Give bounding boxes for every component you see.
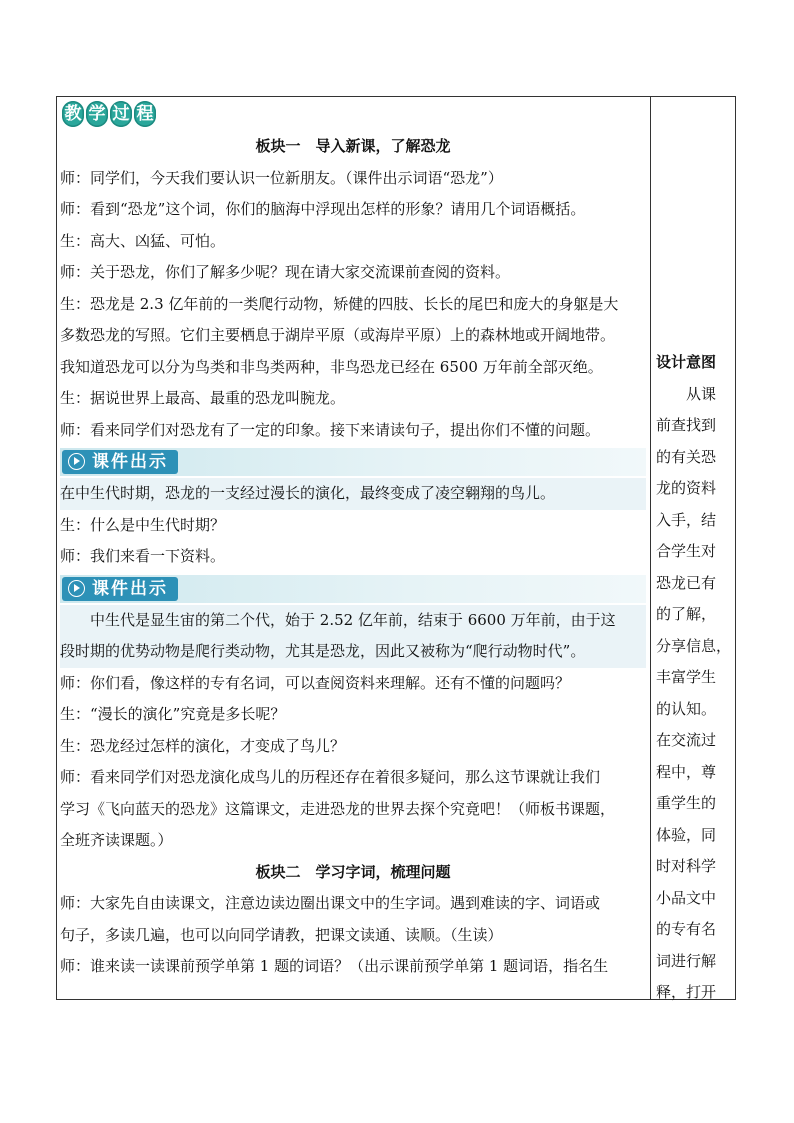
dialogue-line: 师：你们看，像这样的专有名词，可以查阅资料来理解。还有不懂的问题吗？ [60,673,571,692]
design-intent-line: 词进行解 [656,951,717,970]
teaching-process-column [60,101,646,983]
design-intent-line: 分享信息， [656,636,732,655]
design-intent-line: 入手，结 [656,510,717,529]
dialogue-line: 生：“漫长的演化”究竟是多长呢？ [60,705,286,723]
dialogue-line: 师：看到“恐龙”这个词，你们的脑海中浮现出怎样的形象？请用几个词语概括。 [60,200,586,218]
heading-char: 学 [86,101,108,127]
heading-char: 过 [110,101,132,127]
dialogue-line: 生：高大、凶猛、可怕。 [60,231,226,250]
design-intent-line: 小品文中 [656,888,717,907]
design-intent-line: 合学生对 [656,542,717,560]
dialogue-line: 我知道恐龙可以分为鸟类和非鸟类两种，非鸟恐龙已经在 6500 万年前全部灭绝。 [60,357,603,376]
design-intent-line: 的了解， [656,605,717,623]
design-intent-line: 从课 [656,384,717,403]
dialogue-line: 句子，多读几遍，也可以向同学请教，把课文读通、读顺。（生读） [60,925,503,944]
play-icon [68,453,85,470]
design-intent-line: 时对科学 [656,857,717,875]
design-intent-line: 丰富学生 [656,668,717,686]
column-divider [650,96,651,1000]
heading-char: 教 [62,101,84,127]
courseware-tag [62,450,178,474]
design-intent-line: 龙的资料 [656,479,717,497]
courseware-banner [60,575,646,603]
section-title: 板块二 学习字词，梳理问题 [255,862,451,881]
dialogue-line: 师：谁来读一读课前预学单第 1 题的词语？（出示课前预学单第 1 题词语，指名生 [60,957,609,975]
dialogue-line: 全班齐读课题。） [60,831,173,849]
design-intent-line: 程中，尊 [656,762,717,781]
design-intent-line: 重学生的 [656,794,717,812]
courseware-text: 在中生代时期，恐龙的一支经过漫长的演化，最终变成了凌空翱翔的鸟儿。 [60,478,646,510]
play-icon [68,580,85,597]
design-intent-line: 的专有名 [656,920,717,938]
heading-char: 程 [134,101,156,127]
courseware-text: 段时期的优势动物是爬行类动物，尤其是恐龙，因此又被称为“爬行动物时代”。 [60,642,586,660]
dialogue-line: 师：我们来看一下资料。 [60,547,226,565]
dialogue-line: 师：看来同学们对恐龙演化成鸟儿的历程还存在着很多疑问，那么这节课就让我们 [60,768,601,786]
design-intent-title: 设计意图 [656,353,717,371]
courseware-tag [62,577,178,601]
design-intent-line: 的认知。 [656,699,717,718]
courseware-passage [60,605,646,668]
dialogue-line: 师：同学们，今天我们要认识一位新朋友。（课件出示词语“恐龙”） [60,168,503,187]
design-intent-line: 在交流过 [656,731,717,749]
design-intent-line: 释，打开 [656,983,717,1001]
design-intent-column [656,347,734,1009]
dialogue-line: 多数恐龙的写照。它们主要栖息于湖岸平原（或海岸平原）上的森林地或开阔地带。 [60,326,616,344]
dialogue-line: 生：什么是中生代时期？ [60,515,226,534]
design-intent-line: 前查找到 [656,416,717,434]
design-intent-line: 的有关恐 [656,447,717,466]
design-intent-line: 体验，同 [656,825,717,844]
dialogue-line: 师：看来同学们对恐龙有了一定的印象。接下来请读句子，提出你们不懂的问题。 [60,420,601,439]
courseware-label: 课件出示 [92,452,168,472]
design-intent-line: 恐龙已有 [656,573,717,592]
courseware-label: 课件出示 [92,578,168,599]
section-title: 板块一 导入新课，了解恐龙 [255,137,451,155]
dialogue-line: 师：大家先自由读课文，注意边读边圈出课文中的生字词。遇到难读的字、词语或 [60,894,601,912]
dialogue-line: 师：关于恐龙，你们了解多少呢？现在请大家交流课前查阅的资料。 [60,263,511,281]
courseware-text: 中生代是显生宙的第二个代，始于 2.52 亿年前，结束于 6600 万年前，由于这 [90,610,616,629]
dialogue-line: 学习《飞向蓝天的恐龙》这篇课文，走进恐龙的世界去探个究竟吧！（师板书课题， [60,799,616,818]
dialogue-line: 生：恐龙是 2.3 亿年前的一类爬行动物，矫健的四肢、长长的尾巴和庞大的身躯是大 [60,294,619,313]
teaching-process-heading [62,101,646,129]
dialogue-line: 生：恐龙经过怎样的演化，才变成了鸟儿？ [60,736,346,755]
dialogue-line: 生：据说世界上最高、最重的恐龙叫腕龙。 [60,389,346,407]
courseware-banner [60,448,646,476]
